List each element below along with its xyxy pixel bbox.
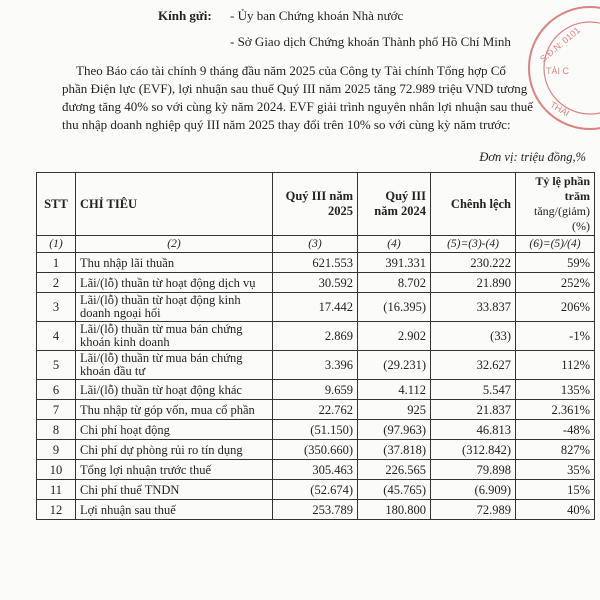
row-q3-2024: (37.818) xyxy=(358,440,431,460)
row-q3-2024: 226.565 xyxy=(358,460,431,480)
row-q3-2025: 30.592 xyxy=(273,273,358,293)
table-row xyxy=(37,400,595,420)
row-stt: 10 xyxy=(37,460,76,480)
profit-table xyxy=(36,172,595,520)
intro-paragraph xyxy=(62,62,582,134)
intro-line: phần Điện lực (EVF), lợi nhuận sau thuế Quý III năm 2025 tăng 72.989 triệu VND tương xyxy=(62,81,528,96)
table-row xyxy=(37,460,595,480)
row-difference: 33.837 xyxy=(431,293,516,322)
row-stt: 5 xyxy=(37,351,76,380)
row-q3-2024: (16.395) xyxy=(358,293,431,322)
row-name: Lãi/(lỗ) thuần từ mua bán chứng khoán đầu tư xyxy=(76,351,273,380)
row-difference: 79.898 xyxy=(431,460,516,480)
row-name: Lãi/(lỗ) thuần từ hoạt động dịch vụ xyxy=(76,273,273,293)
row-percent: 206% xyxy=(516,293,595,322)
row-q3-2025: 305.463 xyxy=(273,460,358,480)
row-stt: 2 xyxy=(37,273,76,293)
row-percent: 135% xyxy=(516,380,595,400)
row-name: Lãi/(lỗ) thuần từ hoạt động kinh doanh ngoại hối xyxy=(76,293,273,322)
row-q3-2025: 3.396 xyxy=(273,351,358,380)
index-cell: (1) xyxy=(37,236,76,253)
recipient-1: - Ủy ban Chứng khoán Nhà nước xyxy=(230,8,404,23)
row-difference: 72.989 xyxy=(431,500,516,520)
header-percent xyxy=(516,173,595,236)
row-q3-2025: 253.789 xyxy=(273,500,358,520)
row-name: Lợi nhuận sau thuế xyxy=(76,500,273,520)
row-q3-2024: (45.765) xyxy=(358,480,431,500)
row-name: Lãi/(lỗ) thuần từ hoạt động khác xyxy=(76,380,273,400)
row-difference: 46.813 xyxy=(431,420,516,440)
row-q3-2024: 391.331 xyxy=(358,253,431,273)
row-name: Chi phí thuế TNDN xyxy=(76,480,273,500)
intro-line: thu nhập doanh nghiệp quý III năm 2025 thay đổi trên 10% so với cùng kỳ năm trước: xyxy=(62,117,511,132)
table-row xyxy=(37,440,595,460)
svg-text:TÀI C: TÀI C xyxy=(546,66,570,76)
index-row xyxy=(37,236,595,253)
table-row xyxy=(37,480,595,500)
row-q3-2025: 9.659 xyxy=(273,380,358,400)
row-q3-2024: 180.800 xyxy=(358,500,431,520)
header-difference: Chênh lệch xyxy=(431,173,516,236)
row-name: Thu nhập lãi thuần xyxy=(76,253,273,273)
row-stt: 3 xyxy=(37,293,76,322)
row-stt: 11 xyxy=(37,480,76,500)
table-row xyxy=(37,322,595,351)
row-q3-2024: (97.963) xyxy=(358,420,431,440)
row-stt: 8 xyxy=(37,420,76,440)
row-percent: 827% xyxy=(516,440,595,460)
svg-text:S.Đ.N: 0101: S.Đ.N: 0101 xyxy=(538,25,583,65)
intro-line: đương tăng 40% so với cùng kỳ năm 2024. EVF giải trình nguyên nhân lợi nhuận sau thuế xyxy=(62,99,534,114)
table-row xyxy=(37,273,595,293)
header-name: CHỈ TIÊU xyxy=(76,173,273,236)
row-name: Chi phí dự phòng rủi ro tín dụng xyxy=(76,440,273,460)
row-name: Tổng lợi nhuận trước thuế xyxy=(76,460,273,480)
row-percent: -48% xyxy=(516,420,595,440)
row-q3-2024: 2.902 xyxy=(358,322,431,351)
intro-line: Theo Báo cáo tài chính 9 tháng đầu năm 2025 của Công ty Tài chính Tổng hợp Cổ xyxy=(76,63,506,78)
table-row xyxy=(37,253,595,273)
row-name: Lãi/(lỗ) thuần từ mua bán chứng khoán kinh doanh xyxy=(76,322,273,351)
row-percent: 15% xyxy=(516,480,595,500)
row-q3-2024: 4.112 xyxy=(358,380,431,400)
recipient-2: - Sở Giao dịch Chứng khoán Thành phố Hồ Chí Minh xyxy=(230,34,511,49)
row-name: Thu nhập từ góp vốn, mua cổ phần xyxy=(76,400,273,420)
row-percent: 112% xyxy=(516,351,595,380)
row-stt: 12 xyxy=(37,500,76,520)
row-percent: 40% xyxy=(516,500,595,520)
row-q3-2025: (350.660) xyxy=(273,440,358,460)
row-q3-2025: (51.150) xyxy=(273,420,358,440)
index-cell: (6)=(5)/(4) xyxy=(516,236,595,253)
row-q3-2024: 8.702 xyxy=(358,273,431,293)
row-stt: 4 xyxy=(37,322,76,351)
row-stt: 7 xyxy=(37,400,76,420)
row-q3-2024: 925 xyxy=(358,400,431,420)
row-percent: 59% xyxy=(516,253,595,273)
row-percent: -1% xyxy=(516,322,595,351)
table-row xyxy=(37,420,595,440)
row-stt: 6 xyxy=(37,380,76,400)
row-percent: 252% xyxy=(516,273,595,293)
to-label: Kính gửi: xyxy=(158,8,212,23)
row-q3-2025: 22.762 xyxy=(273,400,358,420)
header-stt: STT xyxy=(37,173,76,236)
row-q3-2025: 2.869 xyxy=(273,322,358,351)
table-row xyxy=(37,500,595,520)
index-cell: (3) xyxy=(273,236,358,253)
table-row xyxy=(37,293,595,322)
row-difference: (312.842) xyxy=(431,440,516,460)
row-q3-2025: 621.553 xyxy=(273,253,358,273)
header-percent-sub: tăng/(giảm) (%) xyxy=(534,204,590,233)
svg-text:THẢI: THẢI xyxy=(548,99,572,119)
header-percent-title: Tỷ lệ phần trăm xyxy=(535,174,590,203)
row-percent: 35% xyxy=(516,460,595,480)
row-stt: 1 xyxy=(37,253,76,273)
row-difference: 21.837 xyxy=(431,400,516,420)
row-difference: (6.909) xyxy=(431,480,516,500)
row-difference: (33) xyxy=(431,322,516,351)
row-q3-2025: 17.442 xyxy=(273,293,358,322)
table-row xyxy=(37,380,595,400)
row-difference: 5.547 xyxy=(431,380,516,400)
row-difference: 230.222 xyxy=(431,253,516,273)
row-q3-2024: (29.231) xyxy=(358,351,431,380)
unit-label: Đơn vị: triệu đồng,% xyxy=(479,150,586,164)
header-q3-2025: Quý III năm 2025 xyxy=(273,173,358,236)
row-stt: 9 xyxy=(37,440,76,460)
row-difference: 32.627 xyxy=(431,351,516,380)
row-q3-2025: (52.674) xyxy=(273,480,358,500)
index-cell: (2) xyxy=(76,236,273,253)
header-q3-2024: Quý III năm 2024 xyxy=(358,173,431,236)
row-name: Chi phí hoạt động xyxy=(76,420,273,440)
table-row xyxy=(37,351,595,380)
row-difference: 21.890 xyxy=(431,273,516,293)
index-cell: (5)=(3)-(4) xyxy=(431,236,516,253)
index-cell: (4) xyxy=(358,236,431,253)
row-percent: 2.361% xyxy=(516,400,595,420)
